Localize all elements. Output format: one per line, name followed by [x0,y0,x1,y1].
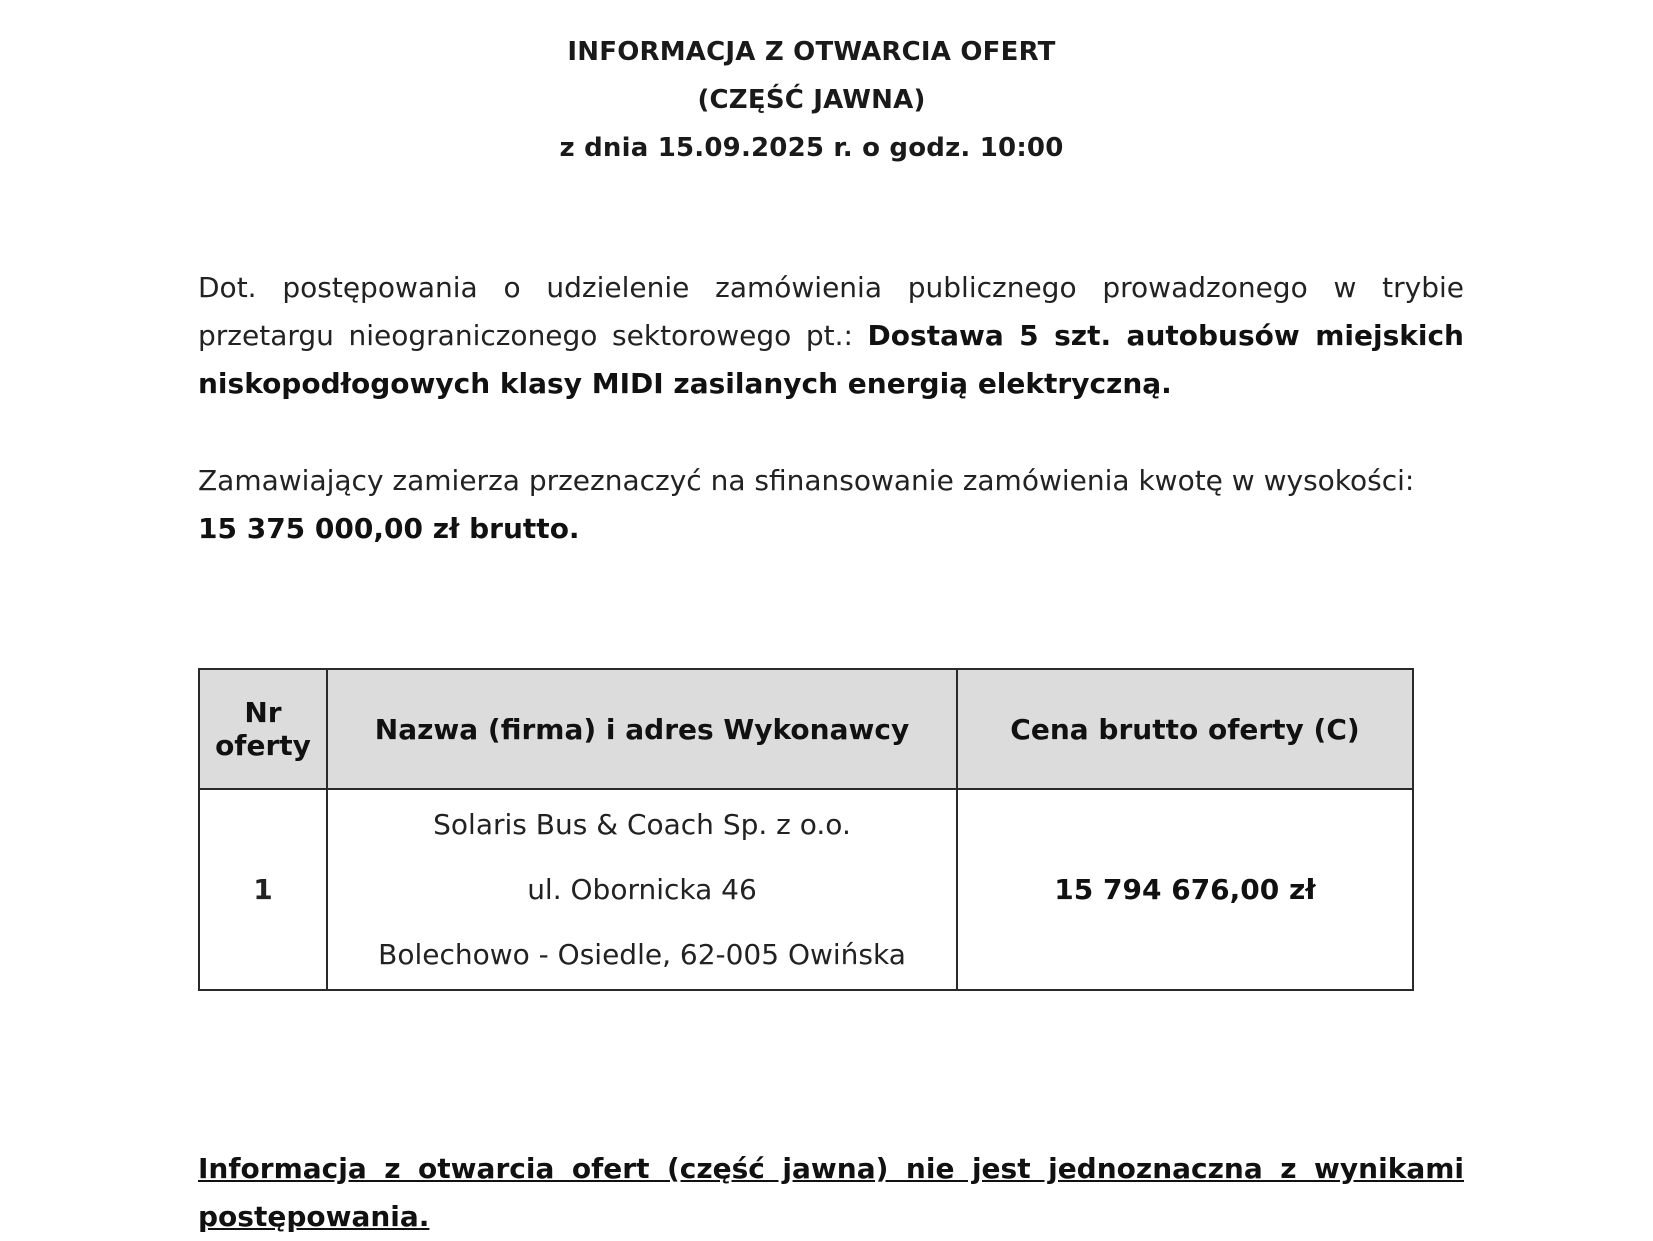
intro-text: Dot. postępowania o udzielenie zamówienia publicznego prowadzonego w trybie przetargu nieograniczonego sektorowego pt.: [198,271,1464,352]
table-header-row [199,669,1413,789]
disclaimer-note: Informacja z otwarcia ofert (część jawna) nie jest jednoznaczna z wynikami postępowania. [198,1152,1464,1233]
header-offer-number: Nr oferty [199,669,327,789]
budget-paragraph [198,457,1464,553]
header-price: Cena brutto oferty (C) [957,669,1413,789]
header-contractor: Nazwa (firma) i adres Wykonawcy [327,669,957,789]
document-title: INFORMACJA Z OTWARCIA OFERT [567,37,1056,67]
document-subtitle: (CZĘŚĆ JAWNA) [697,85,926,115]
offers-table [198,668,1414,991]
contractor-cell [327,789,957,990]
intro-paragraph [198,264,1464,408]
contractor-name: Solaris Bus & Coach Sp. z o.o. [433,808,851,841]
budget-amount: 15 375 000,00 zł brutto. [198,512,580,545]
budget-text: Zamawiający zamierza przeznaczyć na sfinansowanie zamówienia kwotę w wysokości: [198,464,1415,497]
contractor-street: ul. Obornicka 46 [527,873,757,906]
document-date: z dnia 15.09.2025 r. o godz. 10:00 [559,133,1064,163]
offer-number: 1 [199,789,327,990]
contractor-city: Bolechowo - Osiedle, 62-005 Owińska [378,938,906,971]
table-row [199,789,1413,990]
document-header [0,28,1653,172]
offer-price: 15 794 676,00 zł [957,789,1413,990]
procurement-subject: Dostawa 5 szt. autobusów miejskich niskopodłogowych klasy MIDI zasilanych energią elektryczną. [198,319,1464,400]
